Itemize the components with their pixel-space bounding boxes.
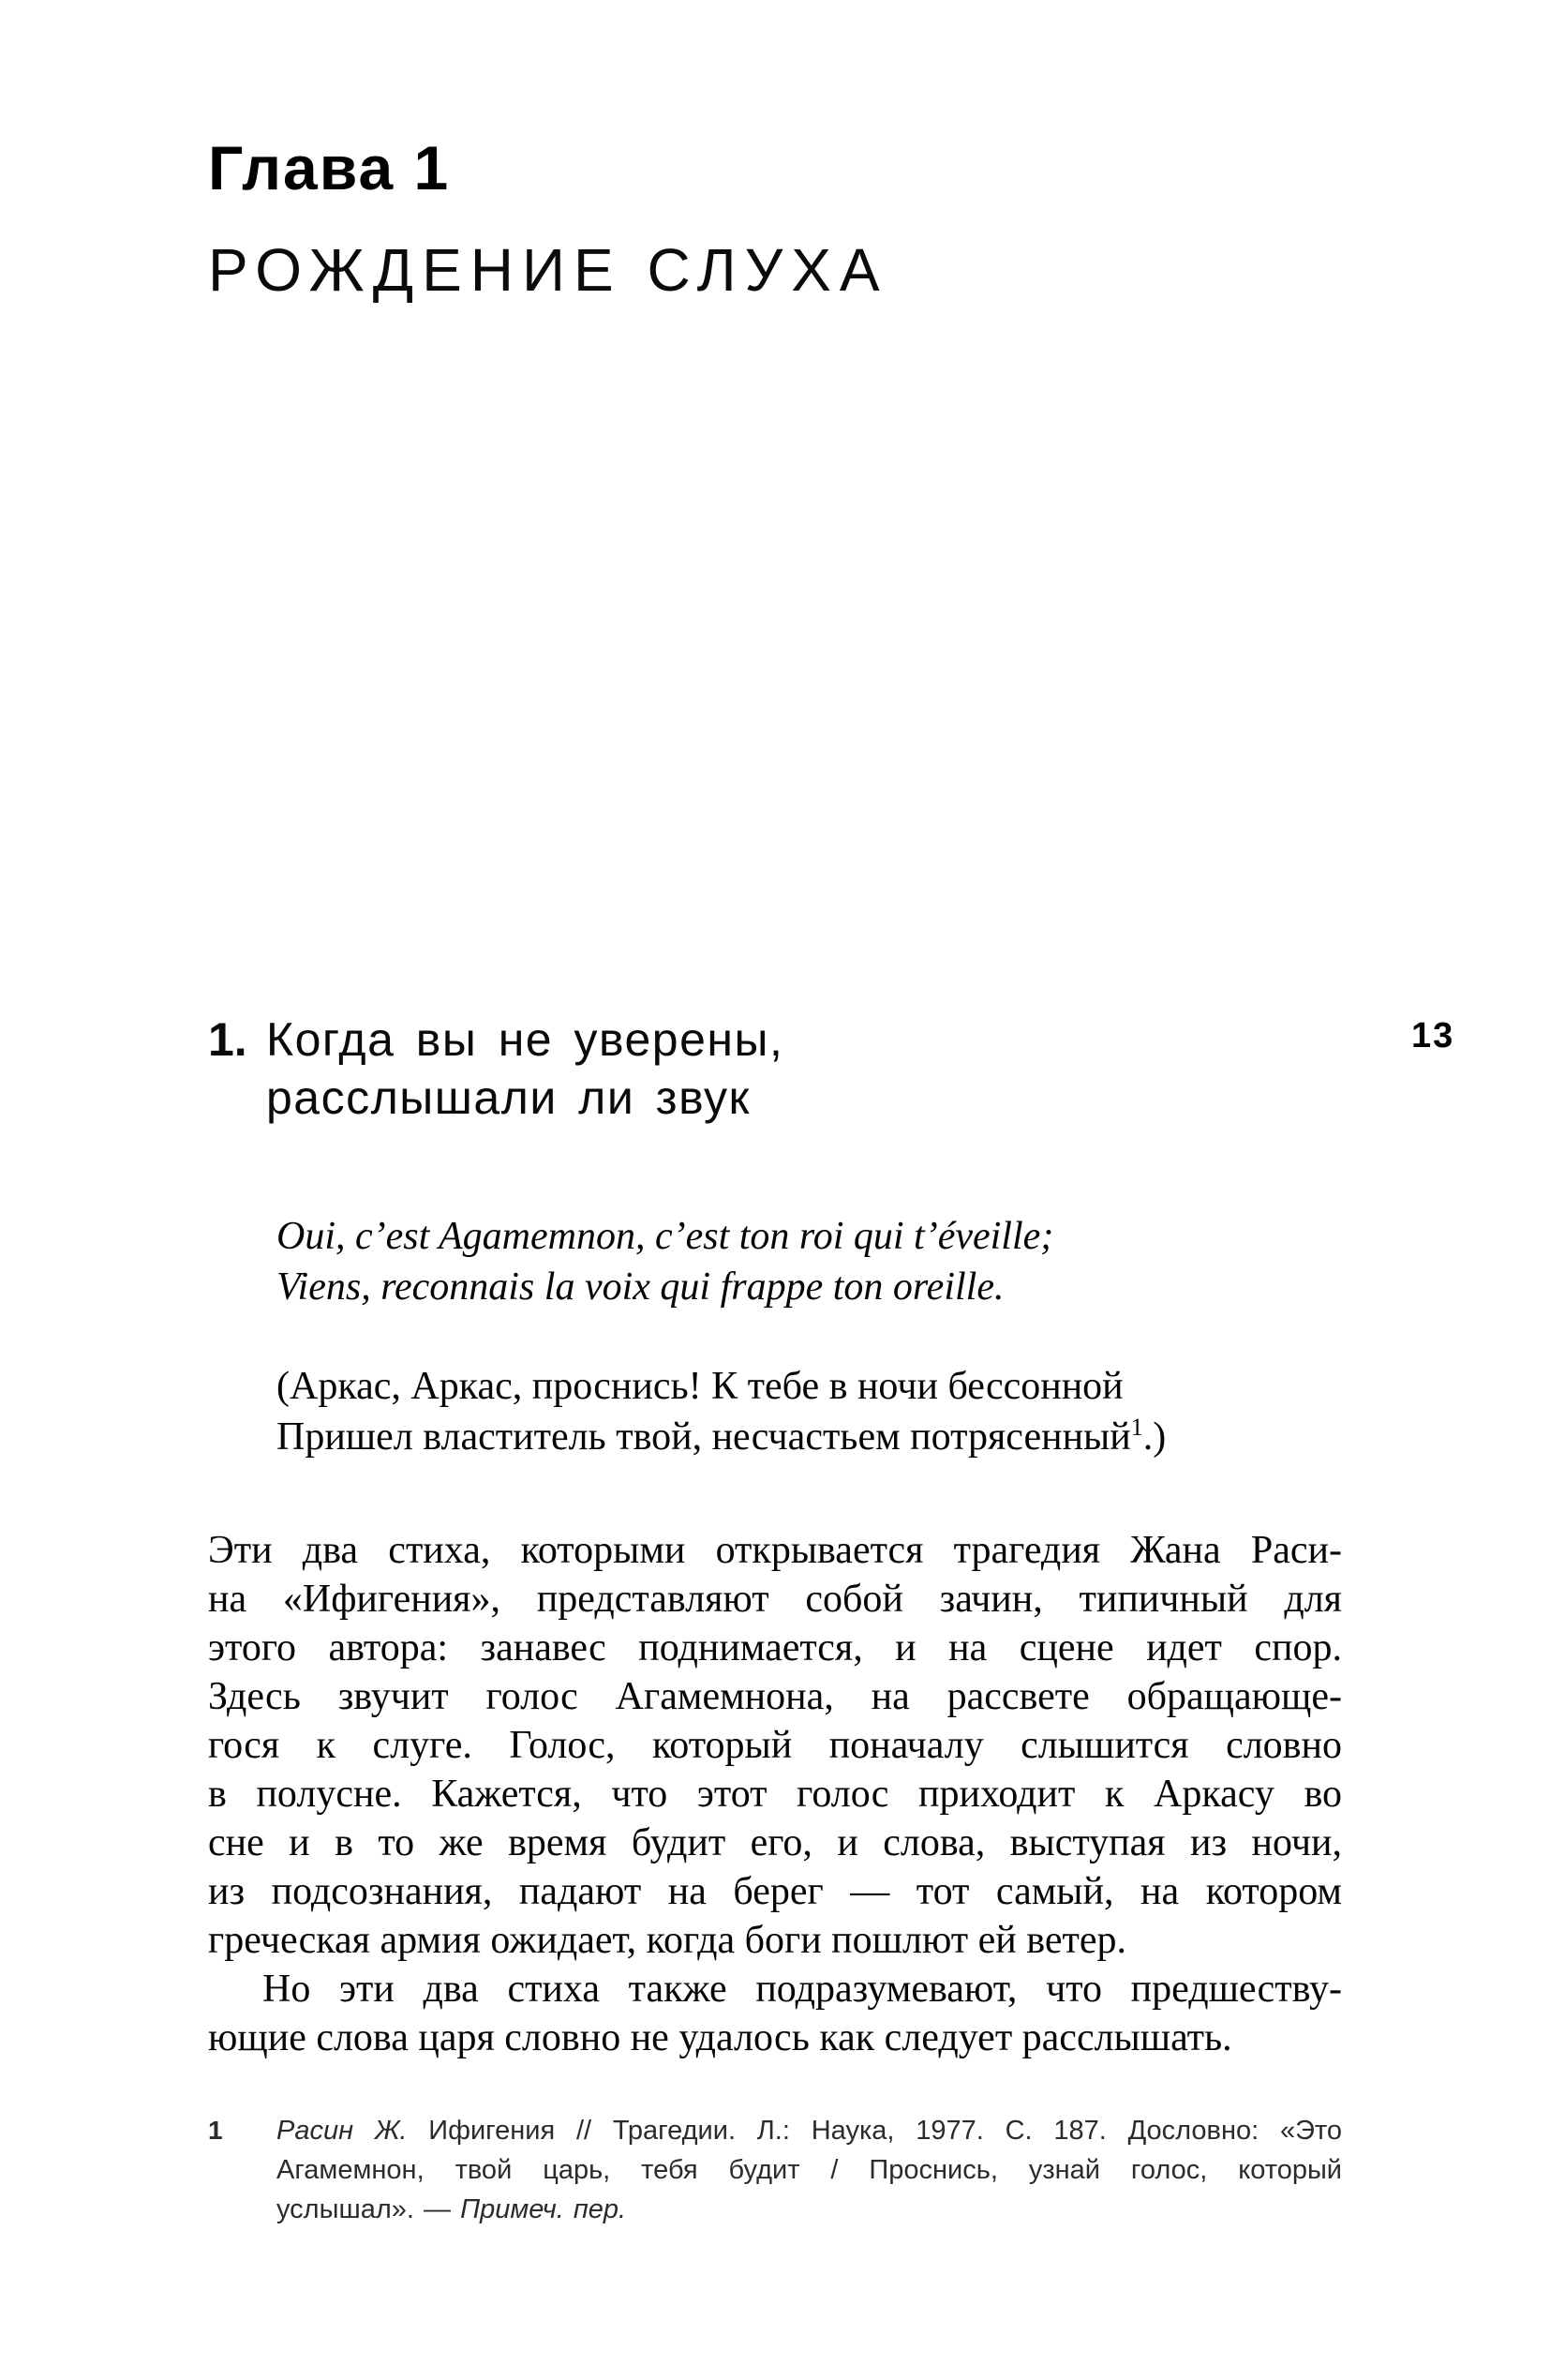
epigraph-russian-line-2-text: Пришел властитель твой, несчастьем потрясенный bbox=[276, 1415, 1131, 1459]
section-title-line-1: Когда вы не уверены, bbox=[266, 1013, 784, 1066]
body-line: Эти два стиха, которыми открывается трагедия Жана Раси- bbox=[208, 1529, 1342, 1572]
body-line: в полусне. Кажется, что этот голос приходит к Аркасу во bbox=[208, 1773, 1342, 1816]
footnote-text bbox=[276, 2111, 1342, 2229]
epigraph-french-line-2: Viens, reconnais la voix qui frappe ton oreille. bbox=[276, 1265, 1005, 1309]
body-line: греческая армия ожидает, когда боги пошлют ей ветер. bbox=[208, 1919, 1126, 1962]
section-title-line-2: расслышали ли звук bbox=[266, 1071, 751, 1124]
body-line: Здесь звучит голос Агамемнона, на рассвете обращающе- bbox=[208, 1675, 1342, 1718]
footnote-author: Расин Ж. bbox=[276, 2116, 408, 2146]
chapter-label: Глава 1 bbox=[208, 133, 451, 202]
section-title bbox=[266, 1010, 783, 1127]
epigraph-russian-line-1: (Аркас, Аркас, проснись! К тебе в ночи бессонной bbox=[276, 1365, 1124, 1408]
footnote-reference: 1 bbox=[1130, 1414, 1143, 1441]
footnote bbox=[208, 2111, 1342, 2229]
epigraph-russian-line-2 bbox=[276, 1412, 1166, 1462]
epigraph-french bbox=[276, 1211, 1053, 1312]
body-line: из подсознания, падают на берег — тот самый, на котором bbox=[208, 1870, 1342, 1913]
paragraph bbox=[208, 1526, 1342, 1965]
footnote-marker: 1 bbox=[208, 2116, 223, 2145]
body-line: Но эти два стиха также подразумевают, что предшеству- bbox=[262, 1968, 1342, 2011]
epigraph-russian-translation bbox=[276, 1361, 1166, 1462]
epigraph-russian-line-2-suffix: .) bbox=[1142, 1415, 1167, 1459]
section-number: 1. bbox=[208, 1013, 247, 1066]
translator-note: Примеч. пер. bbox=[460, 2194, 627, 2224]
footnote-line: услышал». — Примеч. пер. bbox=[276, 2194, 627, 2224]
body-line: сне и в то же время будит его, и слова, выступая из ночи, bbox=[208, 1821, 1342, 1864]
body-text bbox=[208, 1526, 1342, 2062]
paragraph bbox=[208, 1965, 1342, 2062]
footnote-line: Расин Ж. Ифигения // Трагедии. Л.: Наука, 1977. С. 187. Дословно: «Это bbox=[276, 2116, 1343, 2146]
epigraph-french-line-1: Oui, c’est Agamemnon, c’est ton roi qui t’éveille; bbox=[276, 1215, 1054, 1258]
page-number: 13 bbox=[1411, 1016, 1455, 1055]
section-heading bbox=[208, 1010, 783, 1127]
chapter-title: РОЖДЕНИЕ СЛУХА bbox=[208, 236, 888, 304]
body-line: этого автора: занавес поднимается, и на сцене идет спор. bbox=[208, 1626, 1342, 1669]
body-line: на «Ифигения», представляют собой зачин, типичный для bbox=[208, 1578, 1342, 1621]
footnote-line: Агамемнон, твой царь, тебя будит / Проснись, узнай голос, который bbox=[276, 2155, 1342, 2185]
body-line: ющие слова царя словно не удалось как следует расслышать. bbox=[208, 2016, 1232, 2059]
body-line: гося к слуге. Голос, который поначалу слышится словно bbox=[208, 1724, 1342, 1767]
